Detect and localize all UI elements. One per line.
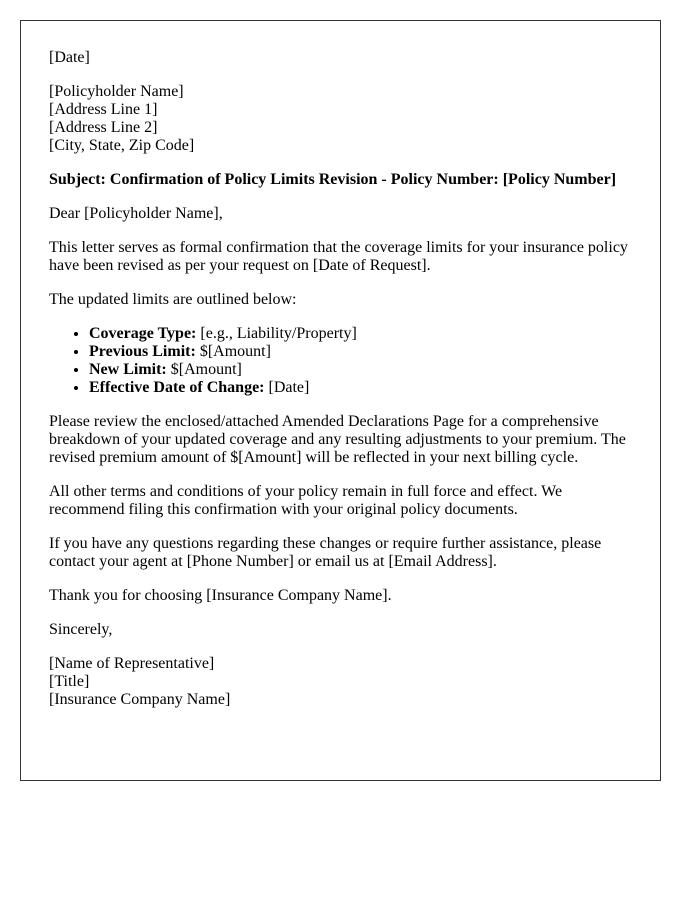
limits-list-item-coverage-type <box>89 325 632 343</box>
limit-label: New Limit: <box>89 361 167 378</box>
limits-list <box>49 325 632 397</box>
limit-label: Previous Limit: <box>89 343 196 360</box>
signature-block <box>49 655 632 709</box>
closing: Sincerely, <box>49 621 113 638</box>
signature-title: [Title] <box>49 673 90 690</box>
limits-list-item-new-limit <box>89 361 632 379</box>
recipient-name: [Policyholder Name] <box>49 83 184 100</box>
signature-name: [Name of Representative] <box>49 655 215 672</box>
paragraph-review-declarations: Please review the enclosed/attached Amended Declarations Page for a comprehensive breakdown of your updated coverage and any resulting adjustments to your premium. The revised premium amount of $[Amount] will be reflected in your next billing cycle. <box>49 413 626 466</box>
limit-label: Coverage Type: <box>89 325 197 342</box>
recipient-address <box>49 83 632 155</box>
paragraph-terms: All other terms and conditions of your policy remain in full force and effect. We recommend filing this confirmation with your original policy documents. <box>49 483 563 518</box>
limits-list-item-effective-date <box>89 379 632 397</box>
limit-value: $[Amount] <box>195 343 271 360</box>
limit-label: Effective Date of Change: <box>89 379 265 396</box>
paragraph-confirmation: This letter serves as formal confirmation that the coverage limits for your insurance policy have been revised as per your request on [Date of Request]. <box>49 239 628 274</box>
limit-value: [Date] <box>264 379 310 396</box>
limits-list-item-previous-limit <box>89 343 632 361</box>
salutation: Dear [Policyholder Name], <box>49 205 223 222</box>
paragraph-thank-you: Thank you for choosing [Insurance Company Name]. <box>49 587 392 604</box>
limit-value: $[Amount] <box>166 361 242 378</box>
limits-intro: The updated limits are outlined below: <box>49 291 297 308</box>
recipient-address-line-2: [Address Line 2] <box>49 119 158 136</box>
letter-document <box>20 20 661 781</box>
letter-date: [Date] <box>49 49 90 66</box>
recipient-city-state-zip: [City, State, Zip Code] <box>49 137 195 154</box>
limit-value: [e.g., Liability/Property] <box>196 325 357 342</box>
paragraph-contact: If you have any questions regarding these changes or require further assistance, please contact your agent at [Phone Number] or email us at [Email Address]. <box>49 535 602 570</box>
date-block <box>49 49 632 67</box>
signature-company: [Insurance Company Name] <box>49 691 231 708</box>
letter-subject: Subject: Confirmation of Policy Limits Revision - Policy Number: [Policy Number] <box>49 171 617 188</box>
recipient-address-line-1: [Address Line 1] <box>49 101 158 118</box>
